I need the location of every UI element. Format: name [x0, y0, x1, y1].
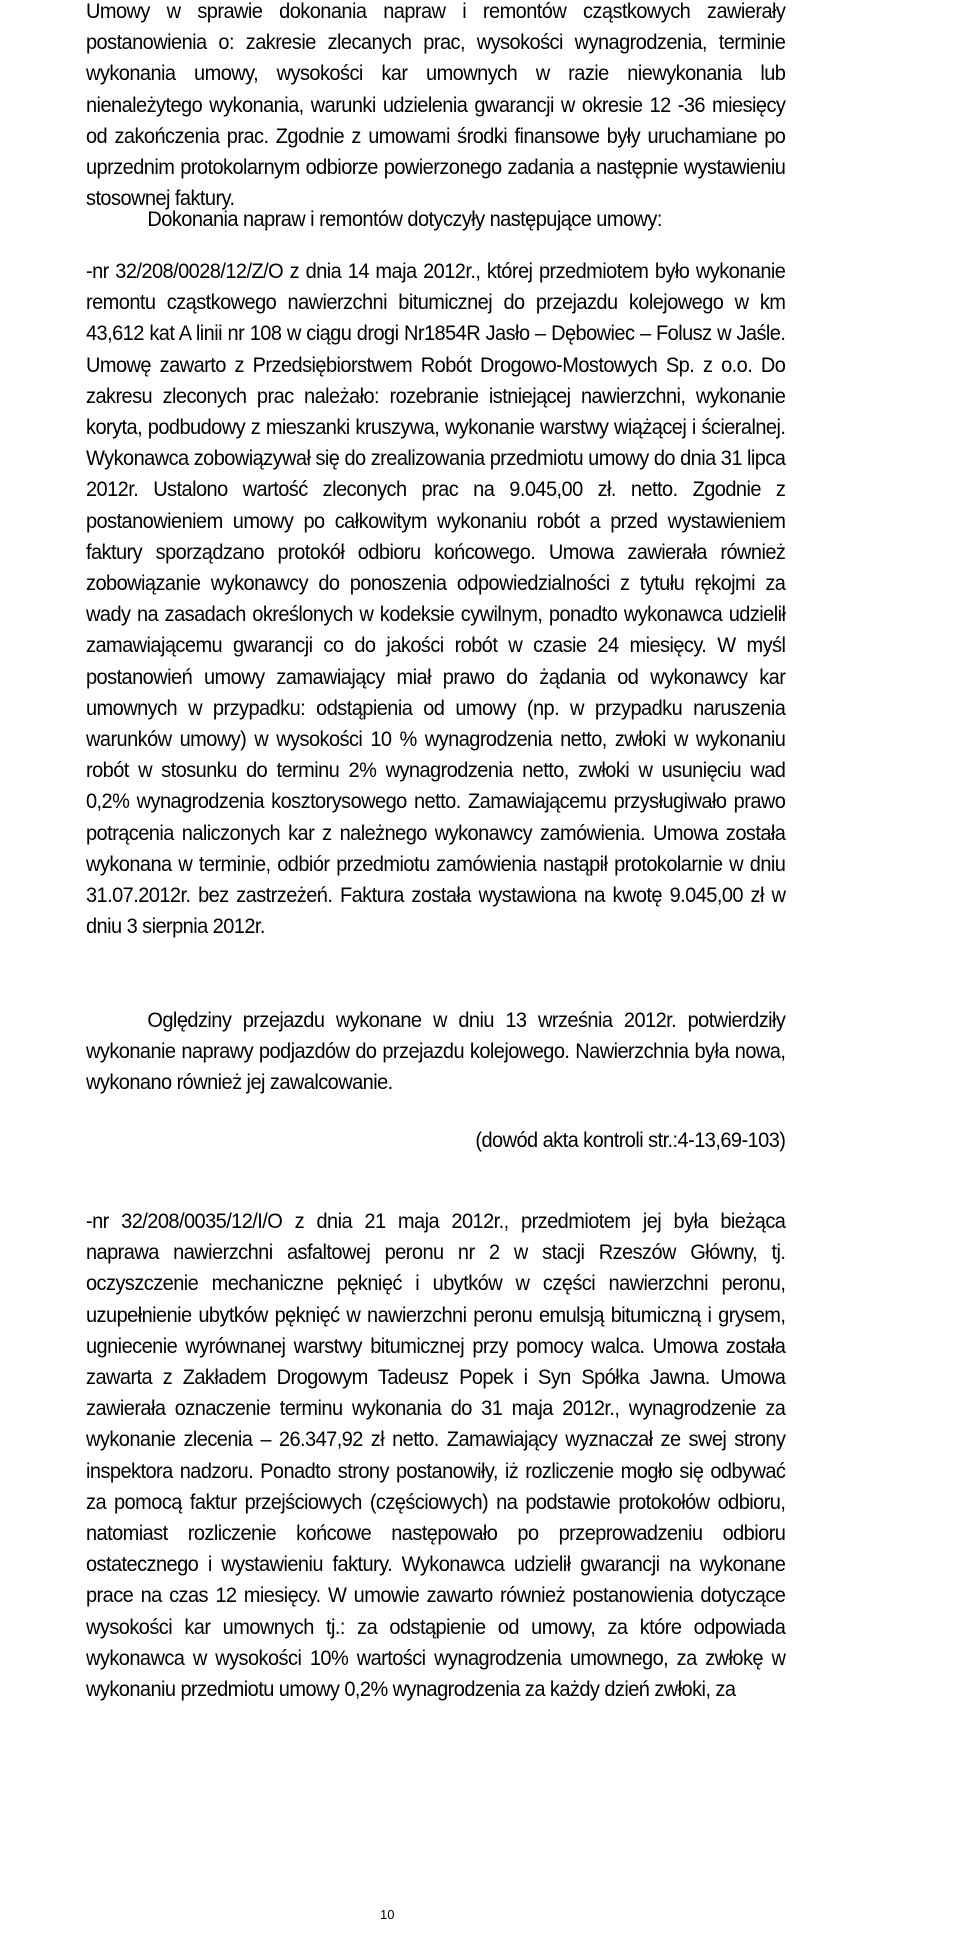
paragraph-evidence-reference: (dowód akta kontroli str.:4-13,69-103) [475, 1128, 786, 1152]
paragraph-contract-28: -nr 32/208/0028/12/Z/O z dnia 14 maja 2012r., której przedmiotem było wykonanie remontu cząstkowego nawierzchni bitumicznej do przejazdu kolejowego w km 43,612 kat A linii nr 108 w ciągu drogi Nr1854R Jasło – Dębowiec – Folusz w Jaśle. Umowę zawarto z Przedsiębiorstwem Robót Drogowo-Mostowych Sp. z o.o. Do zakresu zleconych prac należało: rozebranie istniejącej nawierzchni, wykonanie koryta, podbudowy z mieszanki kruszywa, wykonanie warstwy wiążącej i ścieralnej. Wykonawca zobowiązywał się do zrealizowania przedmiotu umowy do dnia 31 lipca 2012r. Ustalono wartość zleconych prac na 9.045,00 zł. netto. Zgodnie z postanowieniem umowy po całkowitym wykonaniu robót a przed wystawieniem faktury sporządzano protokół odbioru końcowego. Umowa zawierała również zobowiązanie wykonawcy do ponoszenia odpowiedzialności z tytułu rękojmi za wady na zasadach określonych w kodeksie cywilnym, ponadto wykonawca udzielił zamawiającemu gwarancji co do jakości robót w czasie 24 miesięcy. W myśl postanowień umowy zamawiający miał prawo do żądania od wykonawcy kar umownych w przypadku: odstąpienia od umowy (np. w przypadku naruszenia warunków umowy) w wysokości 10 % wynagrodzenia netto, zwłoki w wykonaniu robót w stosunku do terminu 2% wynagrodzenia netto, zwłoki w usunięciu wad 0,2% wynagrodzenia kosztorysowego netto. Zamawiającemu przysługiwało prawo potrącenia naliczonych kar z należnego wykonawcy zamówienia. Umowa została wykonana w terminie, odbiór przedmiotu zamówienia nastąpił protokolarnie w dniu 31.07.2012r. bez zastrzeżeń. Faktura została wystawiona na kwotę 9.045,00 zł w dniu 3 sierpnia 2012r. [86, 259, 786, 939]
paragraph-inspection: Oględziny przejazdu wykonane w dniu 13 września 2012r. potwierdziły wykonanie naprawy podjazdów do przejazdu kolejowego. Nawierzchnia była nowa, wykonano również jej zawalcowanie. [86, 1008, 786, 1095]
page-number: 10 [380, 1907, 395, 1922]
paragraph-contracts-intro: Dokonania napraw i remontów dotyczyły następujące umowy: [147, 207, 662, 231]
paragraph-contract-terms: Umowy w sprawie dokonania napraw i remontów cząstkowych zawierały postanowienia o: zakresie zlecanych prac, wysokości wynagrodzenia, terminie wykonania umowy, wysokości kar umownych w razie niewykonania lub nienależytego wykonania, warunki udzielenia gwarancji w okresie 12 -36 miesięcy od zakończenia prac. Zgodnie z umowami środki finansowe były uruchamiane po uprzednim protokolarnym odbiorze powierzonego zadania a następnie wystawieniu stosownej faktury. [86, 0, 786, 211]
paragraph-contract-35: -nr 32/208/0035/12/I/O z dnia 21 maja 2012r., przedmiotem jej była bieżąca naprawa nawierzchni asfaltowej peronu nr 2 w stacji Rzeszów Główny, tj. oczyszczenie mechaniczne pęknięć i ubytków w części nawierzchni peronu, uzupełnienie ubytków pęknięć w nawierzchni peronu emulsją bitumiczną i grysem, ugniecenie wyrównanej warstwy bitumicznej przy pomocy walca. Umowa została zawarta z Zakładem Drogowym Tadeusz Popek i Syn Spółka Jawna. Umowa zawierała oznaczenie terminu wykonania do 31 maja 2012r., wynagrodzenie za wykonanie zlecenia – 26.347,92 zł netto. Zamawiający wyznaczał ze swej strony inspektora nadzoru. Ponadto strony postanowiły, iż rozliczenie mogło się odbywać za pomocą faktur przejściowych (częściowych) na podstawie protokołów odbioru, natomiast rozliczenie końcowe następowało po przeprowadzeniu odbioru ostatecznego i wystawieniu faktury. Wykonawca udzielił gwarancji na wykonane prace na czas 12 miesięcy. W umowie zawarto również postanowienia dotyczące wysokości kar umownych tj.: za odstąpienie od umowy, za które odpowiada wykonawca w wysokości 10% wartości wynagrodzenia umownego, za zwłokę w wykonaniu przedmiotu umowy 0,2% wynagrodzenia za każdy dzień zwłoki, za [86, 1209, 786, 1702]
